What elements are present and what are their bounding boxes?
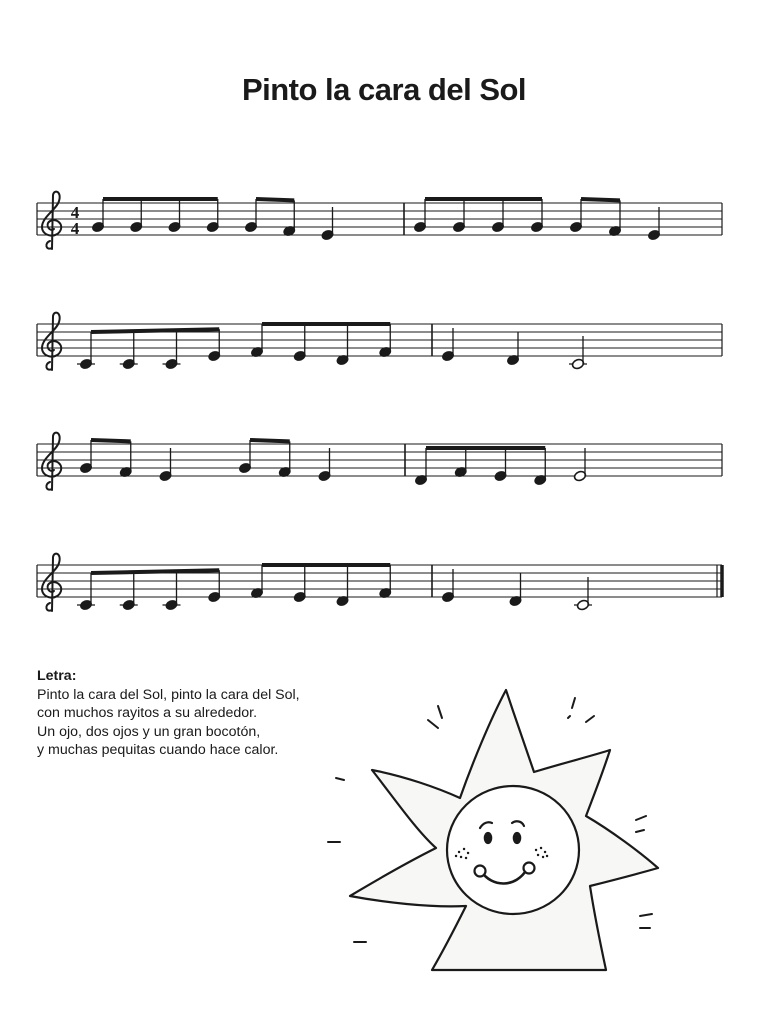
note-beam bbox=[581, 199, 620, 200]
lyrics-line: Un ojo, dos ojos y un gran bocotón, bbox=[37, 723, 261, 740]
lyrics-line: con muchos rayitos a su alrededor. bbox=[37, 705, 258, 721]
treble-clef-icon bbox=[42, 554, 61, 611]
sun-mouth-corner-right bbox=[524, 863, 535, 874]
sun-eye-right bbox=[514, 833, 520, 843]
note-beam bbox=[250, 440, 290, 441]
note-beam bbox=[91, 329, 219, 332]
lyrics-line: y muchas pequitas cuando hace calor. bbox=[37, 742, 279, 758]
note-beam bbox=[91, 440, 131, 441]
sun-face bbox=[447, 786, 579, 914]
smiling-sun-icon bbox=[310, 680, 690, 980]
time-signature-bottom: 4 bbox=[70, 219, 80, 238]
treble-clef-icon bbox=[42, 313, 61, 370]
sun-eye-left bbox=[485, 833, 491, 843]
time-signature-top: 4 bbox=[70, 203, 80, 222]
lyrics-line: Pinto la cara del Sol, pinto la cara del Sol, bbox=[37, 686, 300, 703]
page-title: Pinto la cara del Sol bbox=[241, 72, 527, 107]
treble-clef-icon bbox=[42, 192, 61, 249]
sun-mouth-corner-left bbox=[475, 866, 486, 877]
lyrics-heading: Letra: bbox=[37, 668, 77, 684]
treble-clef-icon bbox=[42, 433, 61, 490]
lyrics-block bbox=[37, 667, 357, 760]
note-beam bbox=[91, 570, 219, 573]
note-beam bbox=[256, 199, 294, 200]
